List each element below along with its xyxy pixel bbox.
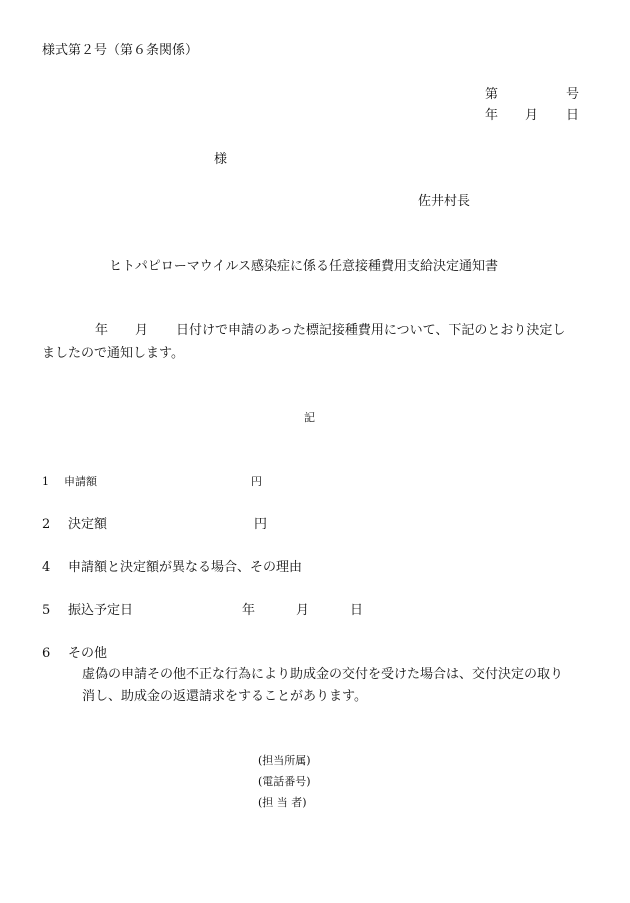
- body-month: 月: [135, 323, 149, 338]
- item1-unit: 円: [251, 475, 262, 488]
- item1-number: 1: [42, 475, 49, 488]
- item1-label: 申請額: [64, 475, 97, 488]
- body-line2: ましたので通知します。: [42, 346, 184, 361]
- contact-department: (担当所属): [258, 754, 311, 767]
- item5-day: 日: [350, 603, 364, 618]
- document-title: ヒトパピローマウイルス感染症に係る任意接種費用支給決定通知書: [109, 259, 498, 274]
- form-number: 様式第２号（第６条関係）: [42, 43, 199, 58]
- item4-label: 申請額と決定額が異なる場合、その理由: [68, 560, 303, 575]
- item4-number: 4: [42, 560, 51, 575]
- doc-date-day: 日: [566, 108, 580, 123]
- doc-number-prefix: 第: [485, 87, 499, 102]
- ki-heading: 記: [304, 411, 315, 424]
- doc-number-suffix: 号: [566, 87, 580, 102]
- item5-year: 年: [242, 603, 256, 618]
- item6-text-line2: 消し、助成金の返還請求をすることがあります。: [82, 689, 367, 704]
- doc-date-year: 年: [485, 108, 499, 123]
- item5-month: 月: [296, 603, 310, 618]
- item2-label: 決定額: [68, 517, 108, 532]
- item6-text-line1: 虚偽の申請その他不正な行為により助成金の交付を受けた場合は、交付決定の取り: [82, 667, 564, 682]
- body-line1-rest: 日付けで申請のあった標記接種費用について、下記のとおり決定し: [176, 323, 566, 338]
- contact-phone: (電話番号): [258, 775, 311, 788]
- item2-unit: 円: [254, 517, 268, 532]
- contact-person: (担 当 者): [258, 796, 307, 809]
- issuer: 佐井村長: [418, 194, 471, 209]
- item2-number: 2: [42, 517, 51, 532]
- body-year: 年: [95, 323, 109, 338]
- item5-number: 5: [42, 603, 51, 618]
- item6-number: 6: [42, 646, 51, 661]
- item6-label: その他: [68, 646, 108, 661]
- doc-date-month: 月: [525, 108, 539, 123]
- addressee-suffix: 様: [214, 152, 228, 167]
- item5-label: 振込予定日: [68, 603, 134, 618]
